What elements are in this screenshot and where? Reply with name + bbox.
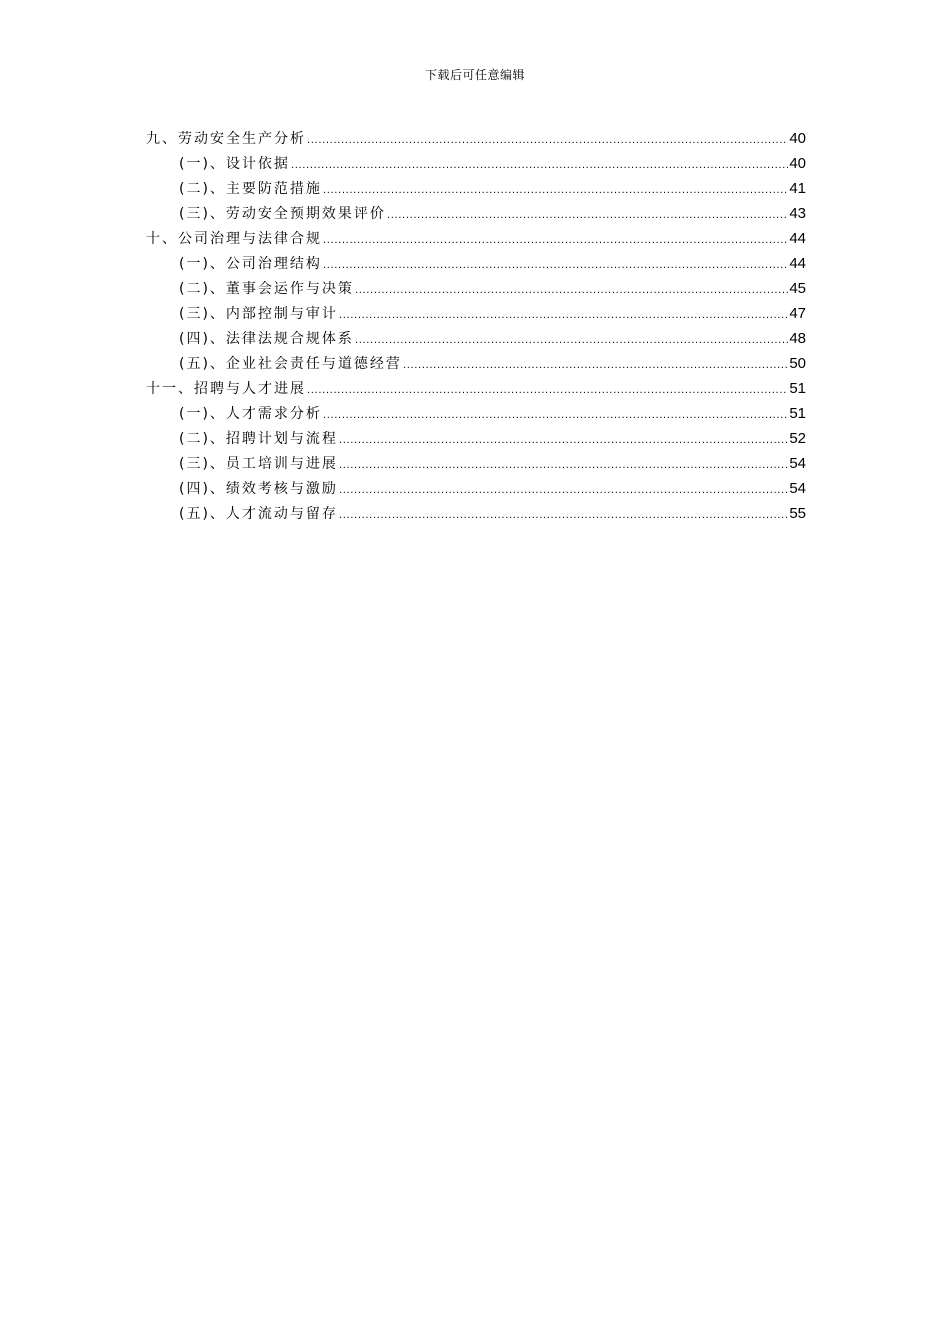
toc-entry-title: (二)、主要防范措施 <box>179 181 322 197</box>
toc-entry-page: 54 <box>789 455 806 472</box>
toc-entry-title: (四)、绩效考核与激励 <box>179 481 338 497</box>
toc-leader-dots <box>387 203 788 228</box>
toc-entry-title: 十、公司治理与法律合规 <box>146 231 322 247</box>
toc-leader-dots <box>323 403 788 428</box>
toc-entry-page: 52 <box>789 430 806 447</box>
toc-entry-title: (五)、企业社会责任与道德经营 <box>179 356 402 372</box>
toc-entry-page: 54 <box>789 480 806 497</box>
toc-entry-page: 41 <box>789 180 806 197</box>
toc-entry-title: (一)、人才需求分析 <box>179 406 322 422</box>
toc-entry-title: (二)、董事会运作与决策 <box>179 281 354 297</box>
toc-entry-page: 40 <box>789 130 806 147</box>
toc-leader-dots <box>307 128 788 153</box>
toc-leader-dots <box>339 453 788 478</box>
toc-leader-dots <box>355 278 788 303</box>
toc-entry[interactable] <box>146 476 806 501</box>
toc-entry-page: 51 <box>789 380 806 397</box>
toc-leader-dots <box>339 503 788 528</box>
toc-entry-title: (五)、人才流动与留存 <box>179 506 338 522</box>
table-of-contents <box>146 126 806 526</box>
toc-entry-page: 45 <box>789 280 806 297</box>
toc-entry[interactable] <box>146 301 806 326</box>
toc-leader-dots <box>339 478 788 503</box>
toc-entry-title: (四)、法律法规合规体系 <box>179 331 354 347</box>
toc-entry[interactable] <box>146 501 806 526</box>
toc-entry[interactable] <box>146 126 806 151</box>
toc-entry[interactable] <box>146 151 806 176</box>
toc-entry-title: (二)、招聘计划与流程 <box>179 431 338 447</box>
toc-entry[interactable] <box>146 451 806 476</box>
toc-entry[interactable] <box>146 176 806 201</box>
toc-entry-page: 55 <box>789 505 806 522</box>
toc-entry-page: 43 <box>789 205 806 222</box>
toc-entry-page: 51 <box>789 405 806 422</box>
toc-entry[interactable] <box>146 326 806 351</box>
toc-entry[interactable] <box>146 351 806 376</box>
toc-entry-page: 40 <box>789 155 806 172</box>
toc-entry[interactable] <box>146 226 806 251</box>
toc-leader-dots <box>403 353 788 378</box>
toc-entry-page: 50 <box>789 355 806 372</box>
toc-entry-title: (三)、劳动安全预期效果评价 <box>179 206 386 222</box>
toc-entry[interactable] <box>146 401 806 426</box>
toc-entry-title: 十一、招聘与人才进展 <box>146 381 306 397</box>
toc-leader-dots <box>355 328 788 353</box>
toc-entry-page: 47 <box>789 305 806 322</box>
toc-entry-title: (一)、设计依据 <box>179 156 290 172</box>
toc-entry-title: (三)、内部控制与审计 <box>179 306 338 322</box>
toc-entry-page: 48 <box>789 330 806 347</box>
toc-entry-title: (三)、员工培训与进展 <box>179 456 338 472</box>
toc-entry-page: 44 <box>789 230 806 247</box>
page-header: 下载后可任意编辑 <box>424 68 525 82</box>
toc-entry[interactable] <box>146 376 806 401</box>
toc-entry[interactable] <box>146 426 806 451</box>
toc-leader-dots <box>339 428 788 453</box>
toc-leader-dots <box>339 303 788 328</box>
toc-entry[interactable] <box>146 276 806 301</box>
toc-entry-title: (一)、公司治理结构 <box>179 256 322 272</box>
toc-leader-dots <box>291 153 788 178</box>
toc-entry-title: 九、劳动安全生产分析 <box>146 131 306 147</box>
toc-entry[interactable] <box>146 201 806 226</box>
toc-leader-dots <box>323 178 788 203</box>
toc-leader-dots <box>307 378 788 403</box>
toc-leader-dots <box>323 228 788 253</box>
toc-leader-dots <box>323 253 788 278</box>
toc-entry-page: 44 <box>789 255 806 272</box>
toc-entry[interactable] <box>146 251 806 276</box>
